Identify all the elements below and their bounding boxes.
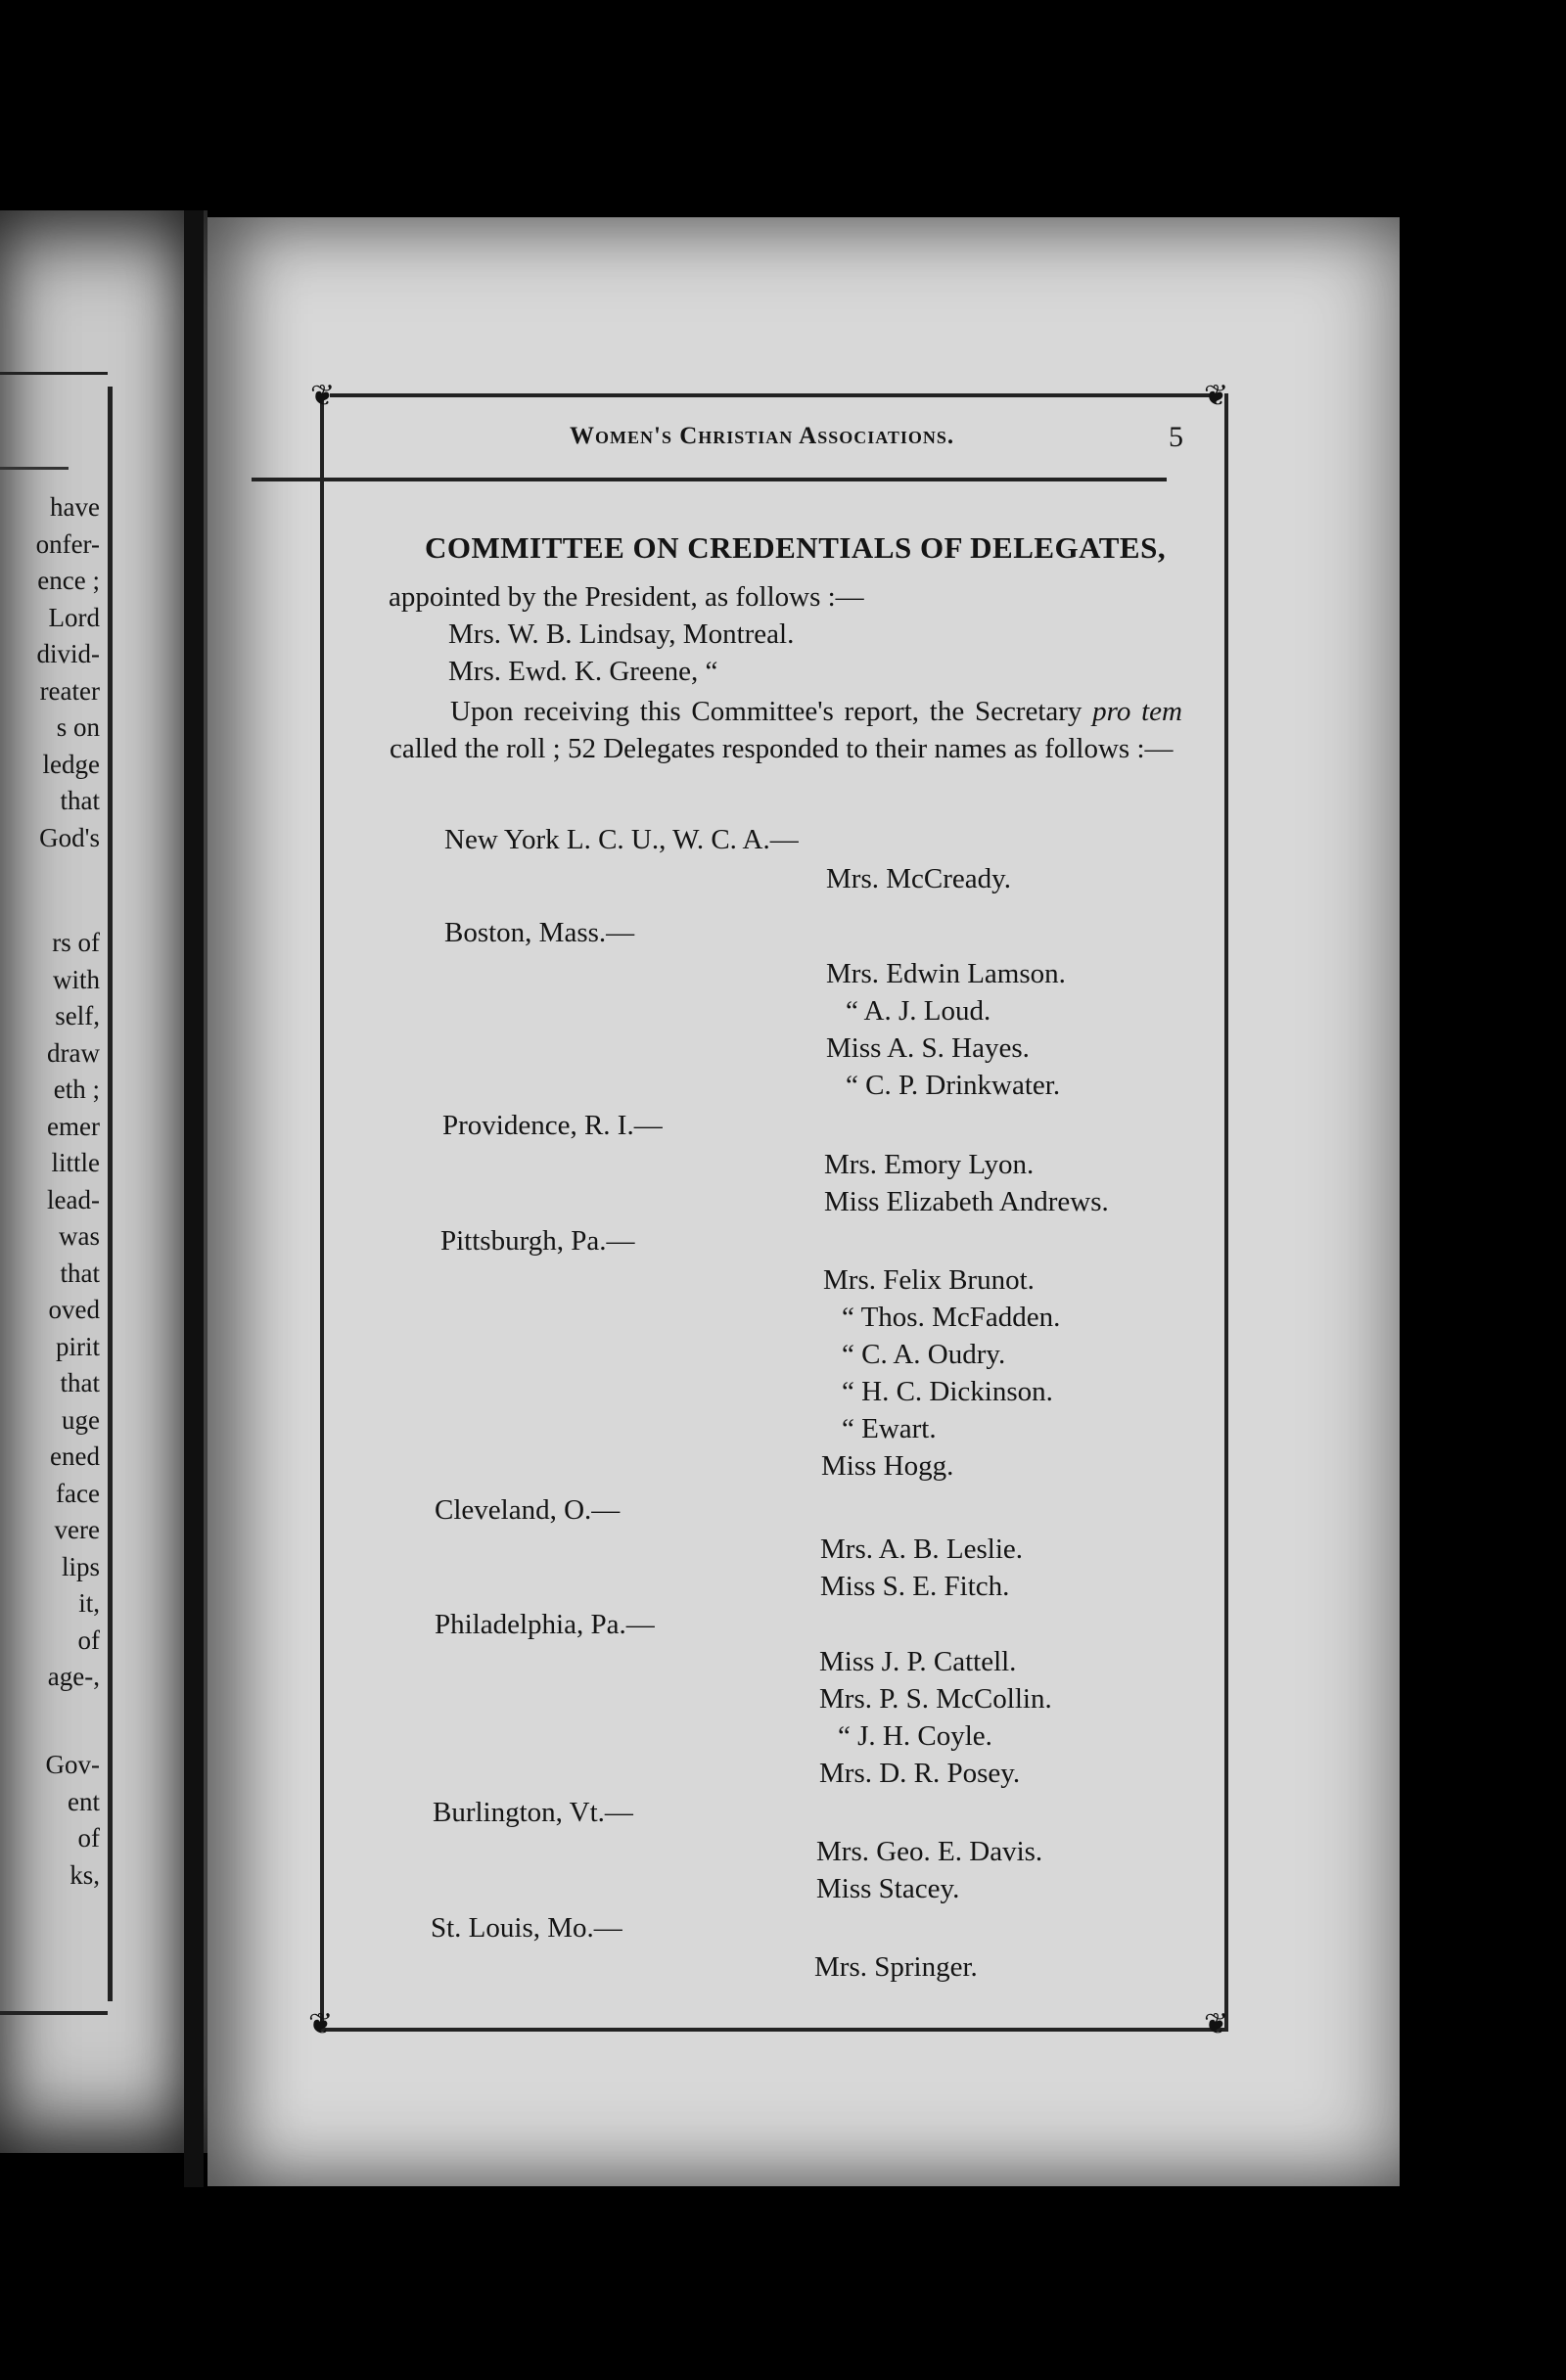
committee-title: COMMITTEE ON CREDENTIALS OF DELEGATES, bbox=[425, 530, 1167, 565]
left-line: of bbox=[77, 1823, 100, 1853]
committee-member: Mrs. W. B. Lindsay, Montreal. bbox=[448, 618, 795, 650]
corner-ornament-top-right: ❦ bbox=[1204, 380, 1229, 412]
delegate-name: Miss S. E. Fitch. bbox=[820, 1571, 1010, 1602]
left-line: that bbox=[60, 1368, 100, 1397]
left-line: vere bbox=[54, 1515, 100, 1544]
left-line: uge bbox=[62, 1404, 100, 1435]
delegate-name: Mrs. Emory Lyon. bbox=[824, 1149, 1035, 1180]
page-number: 5 bbox=[1169, 421, 1183, 453]
left-line: of bbox=[77, 1625, 100, 1655]
left-line: it, bbox=[78, 1588, 100, 1618]
roll-call-paragraph bbox=[390, 693, 1182, 767]
delegate-name: Mrs. P. S. McCollin. bbox=[819, 1683, 1052, 1715]
left-line: oved bbox=[48, 1295, 100, 1324]
corner-ornament-top-left: ❦ bbox=[310, 380, 336, 412]
left-line: face bbox=[56, 1478, 100, 1508]
left-line: have bbox=[50, 492, 100, 522]
delegate-name: Miss J. P. Cattell. bbox=[819, 1646, 1017, 1677]
left-line: ks, bbox=[69, 1859, 100, 1890]
delegation-city: Boston, Mass.— bbox=[444, 917, 635, 948]
left-line: that bbox=[60, 786, 100, 815]
delegate-name: Mrs. Felix Brunot. bbox=[823, 1264, 1035, 1296]
delegate-name: Mrs. A. B. Leslie. bbox=[820, 1533, 1024, 1565]
left-line: lead- bbox=[47, 1184, 100, 1214]
delegation-city: Burlington, Vt.— bbox=[433, 1797, 633, 1828]
delegate-name: Mrs. Springer. bbox=[814, 1951, 978, 1983]
delegate-name: “ J. H. Coyle. bbox=[838, 1720, 992, 1752]
corner-ornament-bottom-right: ❦ bbox=[1204, 2008, 1229, 2040]
left-line: was bbox=[59, 1221, 100, 1251]
committee-appointed: appointed by the President, as follows :— bbox=[389, 581, 864, 613]
left-header-rule bbox=[0, 467, 69, 470]
delegation-city: St. Louis, Mo.— bbox=[431, 1912, 622, 1944]
left-text-block-top bbox=[2, 489, 100, 856]
left-line: ent bbox=[68, 1786, 100, 1816]
corner-ornament-bottom-left: ❦ bbox=[308, 2008, 334, 2040]
left-frame-top-rule bbox=[0, 372, 108, 375]
left-line: ened bbox=[50, 1442, 100, 1471]
left-line: lips bbox=[61, 1551, 100, 1581]
left-line: that bbox=[60, 1258, 100, 1288]
left-text-block-bottom bbox=[2, 1747, 100, 1894]
left-line: draw bbox=[47, 1037, 100, 1068]
delegate-name: Mrs. Edwin Lamson. bbox=[826, 958, 1066, 989]
delegate-name: “ Thos. McFadden. bbox=[842, 1302, 1061, 1333]
left-line: Lord bbox=[48, 602, 100, 632]
left-facing-page bbox=[0, 210, 207, 2153]
left-line: self, bbox=[55, 1001, 100, 1030]
left-line: emer bbox=[47, 1111, 100, 1141]
running-head: Women's Christian Associations. bbox=[570, 423, 955, 449]
left-line: with bbox=[52, 964, 100, 994]
left-line: age-, bbox=[47, 1662, 100, 1691]
pro-tem: pro tem bbox=[1092, 696, 1182, 727]
delegate-name: Mrs. D. R. Posey. bbox=[819, 1758, 1021, 1789]
delegate-name: Miss A. S. Hayes. bbox=[826, 1032, 1030, 1064]
left-frame-rule bbox=[108, 387, 113, 2001]
left-line: little bbox=[51, 1148, 100, 1177]
roll-call-text-2: called the roll ; 52 Delegates responded to their names as follows :— bbox=[390, 733, 1174, 764]
delegate-name: “ C. A. Oudry. bbox=[842, 1339, 1006, 1370]
delegate-name: Miss Elizabeth Andrews. bbox=[824, 1186, 1109, 1217]
delegate-name: Mrs. McCready. bbox=[826, 863, 1011, 894]
delegate-name: “ C. P. Drinkwater. bbox=[846, 1070, 1061, 1101]
left-line: pirit bbox=[56, 1331, 100, 1361]
delegate-name: Miss Stacey. bbox=[816, 1873, 960, 1904]
left-line: eth ; bbox=[53, 1075, 100, 1104]
left-text-block-mid bbox=[2, 925, 100, 1696]
left-line: ledge bbox=[42, 749, 100, 779]
delegate-name: Mrs. Geo. E. Davis. bbox=[816, 1836, 1043, 1867]
delegation-city: Pittsburgh, Pa.— bbox=[440, 1225, 635, 1257]
delegation-city: Providence, R. I.— bbox=[442, 1110, 663, 1141]
roll-call-text-1: Upon receiving this Committee's report, the Secretary bbox=[450, 696, 1082, 727]
delegation-city: Philadelphia, Pa.— bbox=[435, 1609, 655, 1640]
page-content bbox=[207, 217, 1400, 2186]
delegation-city: Cleveland, O.— bbox=[435, 1494, 621, 1526]
left-line: onfer- bbox=[35, 528, 100, 559]
left-frame-bottom-rule bbox=[0, 2011, 108, 2015]
left-line: rs of bbox=[52, 928, 100, 957]
left-line: God's bbox=[39, 822, 100, 852]
delegation-city: New York L. C. U., W. C. A.— bbox=[444, 824, 799, 855]
delegate-name: Miss Hogg. bbox=[821, 1450, 954, 1482]
left-line: divid- bbox=[36, 639, 100, 668]
left-line: reater bbox=[39, 675, 100, 706]
left-line: ence ; bbox=[37, 566, 100, 595]
left-line: Gov- bbox=[45, 1750, 100, 1779]
delegate-name: “ A. J. Loud. bbox=[846, 995, 991, 1027]
delegate-name: “ Ewart. bbox=[842, 1413, 937, 1444]
left-line: s on bbox=[56, 712, 100, 742]
committee-member: Mrs. Ewd. K. Greene, “ bbox=[448, 656, 718, 687]
page-5 bbox=[207, 217, 1400, 2186]
delegate-name: “ H. C. Dickinson. bbox=[842, 1376, 1053, 1407]
book-gutter bbox=[184, 210, 204, 2187]
